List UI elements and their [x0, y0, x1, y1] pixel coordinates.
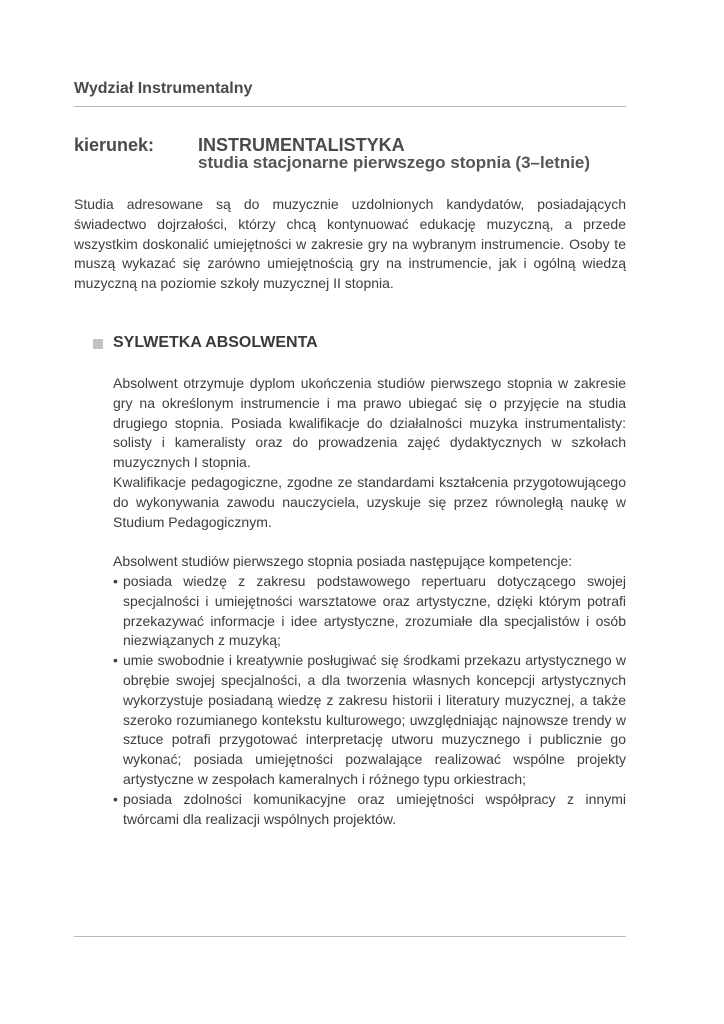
competency-text: posiada wiedzę z zakresu podstawowego repertuaru dotyczącego swojej specjalności i umiejętności warsztatowe oraz artystyczne, dzięki którym potrafi przekazywać informacje i idee artystyczne, zrozumiałe dla specjalistów i osób niezwiązanych z muzyką; [123, 573, 626, 649]
intro-paragraph: Studia adresowane są do muzycznie uzdolnionych kandydatów, posiadających świadectwo dojrzałości, którzy chcą kontynuować edukację muzyczną, a przede wszystkim doskonalić umiejętności w zakresie gry na wybranym instrumencie. Osoby te muszą wykazać się zarówno umiejętnością gry na instrumencie, jak i ogólną wiedzą muzyczną na poziomie szkoły muzycznej II stopnia. [74, 196, 626, 292]
bullet-icon: • [113, 790, 118, 807]
section-square-icon [93, 339, 103, 349]
section-title: SYLWETKA ABSOLWENTA [113, 334, 318, 351]
graduate-paragraph-1: Absolwent otrzymuje dyplom ukończenia studiów pierwszego stopnia w zakresie gry na określonym instrumencie i ma prawo ubiegać się o przyjęcie na studia drugiego stopnia. Posiada kwalifikacje do działalności muzyka instrumentalisty: solisty i kameralisty oraz do prowadzenia zajęć dydaktycznych w szkołach muzycznych I stopnia. [113, 375, 626, 471]
list-item [113, 790, 626, 830]
competencies-intro: Absolwent studiów pierwszego stopnia posiada następujące kompetencje: [113, 553, 573, 569]
faculty-header: Wydział Instrumentalny [74, 80, 253, 97]
competencies-list [113, 572, 626, 829]
program-name: INSTRUMENTALISTYKA [198, 135, 405, 155]
graduate-paragraph-2: Kwalifikacje pedagogiczne, zgodne ze standardami kształcenia przygotowującego do wykonywania zawodu nauczyciela, uzyskuje się przez równoległą naukę w Studium Pedagogicznym. [113, 474, 626, 530]
top-divider [74, 106, 626, 107]
list-item [113, 572, 626, 651]
competency-text: umie swobodnie i kreatywnie posługiwać się środkami przekazu artystycznego w obrębie swojej specjalności, a dla tworzenia własnych koncepcji artystycznych wykorzystuje posiadaną wiedzę z zakresu historii i literatury muzycznej, a także szeroko rozumianego kontekstu kulturowego; uwzględniając najnowsze trendy w sztuce potrafi przygotować interpretację utworu muzycznego i publicznie go wykonać; posiada umiejętności pozwalające realizować wspólne projekty artystyczne w zespołach kameralnych i różnego typu orkiestrach; [123, 652, 626, 787]
program-label: kierunek: [74, 135, 155, 155]
bullet-icon: • [113, 652, 118, 669]
bottom-divider [74, 936, 626, 937]
program-subtitle: studia stacjonarne pierwszego stopnia (3–letnie) [198, 153, 591, 172]
competency-text: posiada zdolności komunikacyjne oraz umiejętności współpracy z innymi twórcami dla realizacji wspólnych projektów. [123, 790, 626, 827]
bullet-icon: • [113, 573, 118, 589]
list-item [113, 651, 626, 790]
